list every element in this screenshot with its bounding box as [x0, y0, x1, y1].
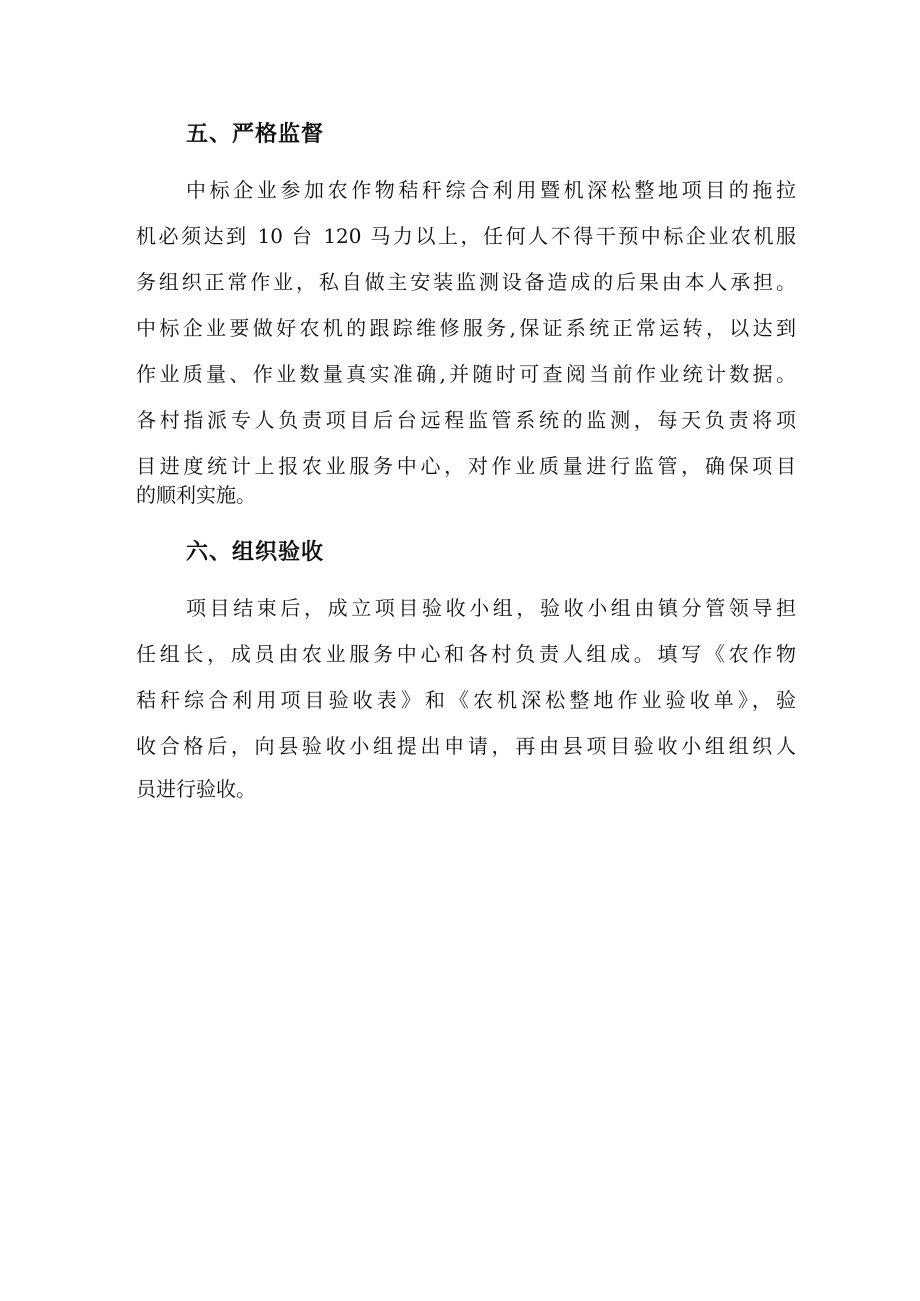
- paragraph-line: 项目结束后，成立项目验收小组，验收小组由镇分管领导担: [186, 596, 796, 620]
- paragraph-line: 中标企业要做好农机的跟踪维修服务,保证系统正常运转，以达到: [136, 316, 796, 340]
- paragraph-line: 务组织正常作业，私自做主安装监测设备造成的后果由本人承担。: [136, 270, 796, 294]
- paragraph-line: 目进度统计上报农业服务中心，对作业质量进行监管，确保项目: [136, 454, 796, 478]
- paragraph-line: 作业质量、作业数量真实准确,并随时可查阅当前作业统计数据。: [136, 362, 796, 386]
- paragraph-line: 机必须达到 10 台 120 马力以上，任何人不得干预中标企业农机服: [136, 224, 796, 248]
- section-heading-strict-supervision: 五、严格监督: [186, 122, 325, 147]
- paragraph-line: 收合格后，向县验收小组提出申请，再由县项目验收小组组织人: [136, 734, 796, 758]
- paragraph-line: 任组长，成员由农业服务中心和各村负责人组成。填写《农作物: [136, 642, 796, 666]
- paragraph-line: 的顺利实施。: [136, 483, 256, 507]
- section-heading-organize-acceptance: 六、组织验收: [186, 540, 325, 565]
- paragraph-line: 中标企业参加农作物秸秆综合利用暨机深松整地项目的拖拉: [186, 178, 796, 202]
- paragraph-line: 秸秆综合利用项目验收表》和《农机深松整地作业验收单》，验: [136, 688, 796, 712]
- paragraph-line: 员进行验收。: [136, 777, 256, 801]
- paragraph-line: 各村指派专人负责项目后台远程监管系统的监测，每天负责将项: [136, 408, 796, 432]
